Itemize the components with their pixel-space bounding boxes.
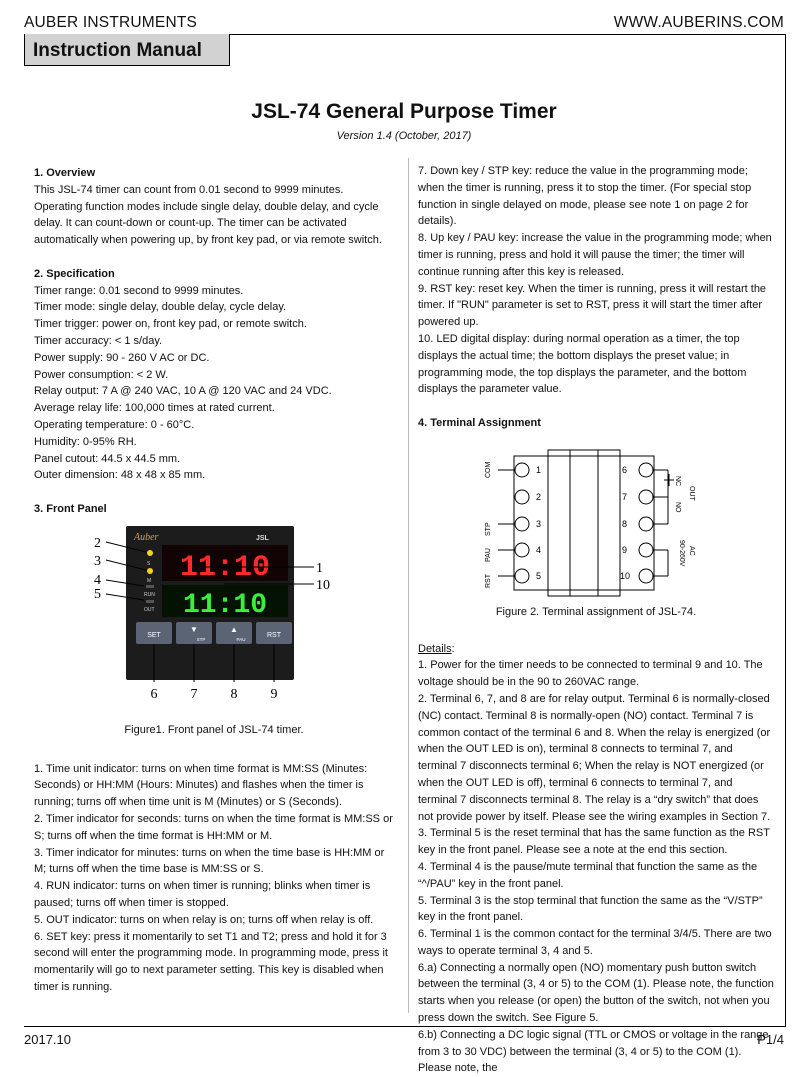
footer-date: 2017.10 (24, 1032, 71, 1047)
callout-9: 9 (270, 686, 278, 702)
terminal-2: 2 (536, 491, 542, 502)
out-led (146, 600, 154, 603)
callout-6: 6 (150, 686, 158, 702)
description-item: 9. RST key: reset key. When the timer is running, press it will restart the timer. If "RUN" parameter is set to RST, press it will start the timer after powered up. (418, 282, 767, 329)
front-panel-heading: 3. Front Panel (34, 502, 107, 515)
run-led (146, 585, 154, 588)
spec-line: Timer mode: single delay, double delay, cycle delay. (34, 301, 287, 314)
overview-text: This JSL-74 timer can count from 0.01 second to 9999 minutes. Operating function modes include single delay, double delay, and cycle delay. It can count-down or count-up. The timer can be activated automatically when powering up, by front key pad, or via remote switch. (34, 183, 382, 247)
details-heading (418, 641, 774, 658)
description-item: 10. LED digital display: during normal operation as a timer, the top displays the actual time; the bottom displays the preset value; in programming mode, the top displays the parameter, and the bottom displays the parameter value. (418, 332, 747, 396)
spec-line: Timer accuracy: < 1 s/day. (34, 334, 163, 347)
terminal-block (514, 456, 654, 590)
spec-line: Outer dimension: 48 x 48 x 85 mm. (34, 469, 206, 482)
label-rst: RST (485, 573, 492, 588)
description-item: 5. OUT indicator: turns on when relay is on; turns off when relay is off. (34, 913, 374, 926)
terminal-4: 4 (536, 544, 542, 555)
details-heading-colon: : (451, 642, 455, 655)
label-out: OUT (688, 485, 695, 501)
details-item: 6.b) Connecting a DC logic signal (TTL or CMOS or voltage in the range from 3 to 30 VDC) between the terminal (3, 4 or 5) to the COM (1). Please note, the (418, 1028, 769, 1075)
set-key-label: SET (147, 631, 161, 639)
lead-wires (498, 470, 514, 576)
label-nc: NC (674, 475, 681, 486)
callout-4: 4 (94, 572, 101, 588)
callout-2: 2 (94, 535, 101, 551)
terminal-3: 3 (536, 518, 542, 529)
description-item: 1. Time unit indicator: turns on when time format is MM:SS (Minutes: Seconds) or HH:MM (Hours: Minutes) and flashes when the timer is running; turns off when time unit is M (Minutes) or S (Seconds). (34, 762, 368, 809)
version-line: Version 1.4 (October, 2017) (336, 130, 472, 142)
spec-line: Power supply: 90 - 260 V AC or DC. (34, 351, 210, 364)
model-label: JSL (256, 534, 269, 542)
label-stp: STP (485, 522, 492, 536)
description-item: 2. Timer indicator for seconds: turns on when the time format is MM:SS or S; turns off when the time format is HH:MM or M. (34, 812, 393, 842)
spec-line: Timer trigger: power on, front key pad, or remote switch. (34, 318, 307, 331)
description-item: 6. SET key: press it momentarily to set T1 and T2; press and hold it for 3 second will enter the programming mode. In programming mode, press it momentarily will go to next parameter setting. This key is disabled when timer is running. (34, 930, 388, 993)
details-item: 4. Terminal 4 is the pause/mute terminal that function the same as the “^/PAU” key in the front panel. (418, 860, 758, 890)
label-voltage: 90-260V (678, 539, 685, 567)
callout-1: 1 (316, 560, 323, 576)
spec-line: Operating temperature: 0 - 60°C. (34, 418, 195, 431)
spec-line: Relay output: 7 A @ 240 VAC, 10 A @ 120 VAC and 24 VDC. (34, 385, 332, 398)
details-item: 2. Terminal 6, 7, and 8 are for relay output. Terminal 6 is normally-closed (NC) contact. Terminal 8 is normally-open (NO) contact. Terminal 7 is common contact of the terminal 6 and 8. When the relay is energized (or when the OUT LED is on), terminal 8 connects to terminal 7, and terminal 7 disconnects terminal 6; When the relay is NOT energized (or when the OUT LED is off), terminal 6 connects to terminal 7, and terminal 7 disconnects terminal 8. The relay is a “dry switch” that does not provide power by itself. Please see the wiring examples in Section 7. (418, 692, 771, 823)
led-run-label: RUN (144, 591, 155, 598)
callout-10: 10 (316, 577, 330, 593)
spec-line: Panel cutout: 44.5 x 44.5 mm. (34, 452, 181, 465)
description-item: 7. Down key / STP key: reduce the value in the programming mode; when the timer is running, press it to stop the timer. (For special stop function in single delayed on mode, please see note 1 on page 2 for details). (418, 165, 752, 228)
label-ac: AC (688, 545, 695, 556)
minutes-led (147, 568, 153, 574)
label-com: COM (485, 461, 492, 478)
down-arrow-icon: ▼ (190, 624, 198, 634)
details-item: 3. Terminal 5 is the reset terminal that has the same function as the RST key in the front panel. Please see a note at the end this section. (418, 827, 770, 857)
description-item: 4. RUN indicator: turns on when timer is running; blinks when timer is paused; turns off when timer is stopped. (34, 880, 371, 909)
left-column (34, 165, 394, 996)
figure1-caption: Figure1. Front panel of JSL-74 timer. (124, 723, 304, 736)
led-m-label: M (147, 577, 152, 584)
page-title: JSL-74 General Purpose Timer (251, 100, 557, 123)
terminal-figure (418, 436, 774, 598)
up-arrow-icon: ▲ (230, 624, 238, 634)
header-company: AUBER INSTRUMENTS (24, 14, 198, 31)
spec-line: Timer range: 0.01 second to 9999 minutes. (34, 284, 244, 297)
spec-line: Power consumption: < 2 W. (34, 368, 169, 381)
description-item: 8. Up key / PAU key: increase the value in the programming mode; when timer is running, press and hold it will pause the timer; the timer will continue running after this key is released. (418, 232, 772, 278)
led-s-label: S (147, 560, 151, 567)
spec-heading: 2. Specification (34, 267, 115, 280)
led-out-label: OUT (144, 606, 155, 613)
description-item: 3. Timer indicator for minutes: turns on when the time base is HH:MM or M; turns off when the time base is MM:SS or S. (34, 846, 385, 876)
right-column (418, 163, 774, 1077)
footer-page: P1/4 (757, 1032, 784, 1047)
terminal-8: 8 (622, 518, 628, 529)
terminal-10: 10 (620, 570, 631, 581)
details-heading-text: Details (418, 642, 452, 655)
terminal-heading: 4. Terminal Assignment (418, 416, 541, 429)
column-divider (408, 158, 409, 1013)
frame-right-border (785, 34, 786, 1026)
rst-key-label: RST (267, 631, 281, 639)
terminal-7: 7 (622, 491, 628, 502)
terminal-9: 9 (622, 544, 628, 555)
header-website: WWW.AUBERINS.COM (613, 14, 784, 31)
callout-5: 5 (94, 586, 101, 602)
bottom-display-value: 11:10 (182, 589, 268, 621)
pau-key-label: PAU (236, 636, 246, 642)
details-item: 5. Terminal 3 is the stop terminal that function the same as the “V/STP” key in the front panel. (418, 894, 763, 924)
manual-tab: Instruction Manual (24, 34, 230, 66)
brand-logo: Auber (134, 531, 159, 543)
spec-line: Humidity: 0-95% RH. (34, 435, 137, 448)
overview-heading: 1. Overview (34, 167, 96, 179)
relay-symbol (654, 470, 674, 576)
terminal-6: 6 (622, 464, 628, 475)
callout-7: 7 (190, 686, 198, 702)
stp-key-label: STP (196, 636, 206, 642)
terminal-5: 5 (536, 570, 542, 581)
figure2-caption: Figure 2. Terminal assignment of JSL-74. (495, 605, 697, 618)
details-item: 1. Power for the timer needs to be connected to terminal 9 and 10. The voltage should be in the 90 to 260VAC range. (418, 659, 763, 689)
label-no: NO (674, 501, 681, 513)
terminal-1: 1 (536, 464, 542, 475)
details-item: 6. Terminal 1 is the common contact for the terminal 3/4/5. There are two ways to operate terminal 3, 4 and 5. (418, 928, 772, 957)
callout-8: 8 (230, 686, 238, 702)
top-display-value: 11:10 (179, 550, 271, 585)
front-panel-figure (34, 522, 394, 714)
details-item: 6.a) Connecting a normally open (NO) momentary push button switch between the terminal (3, 4 or 5) to the COM (1). Please note, the function starts when you release (or open) the button of the switch, not when you press down the switch. See Figure 5. (418, 961, 774, 1025)
spec-line: Average relay life: 100,000 times at rated current. (34, 402, 275, 415)
callout-3: 3 (94, 553, 101, 569)
seconds-led (147, 550, 153, 556)
label-pau: PAU (485, 547, 492, 562)
